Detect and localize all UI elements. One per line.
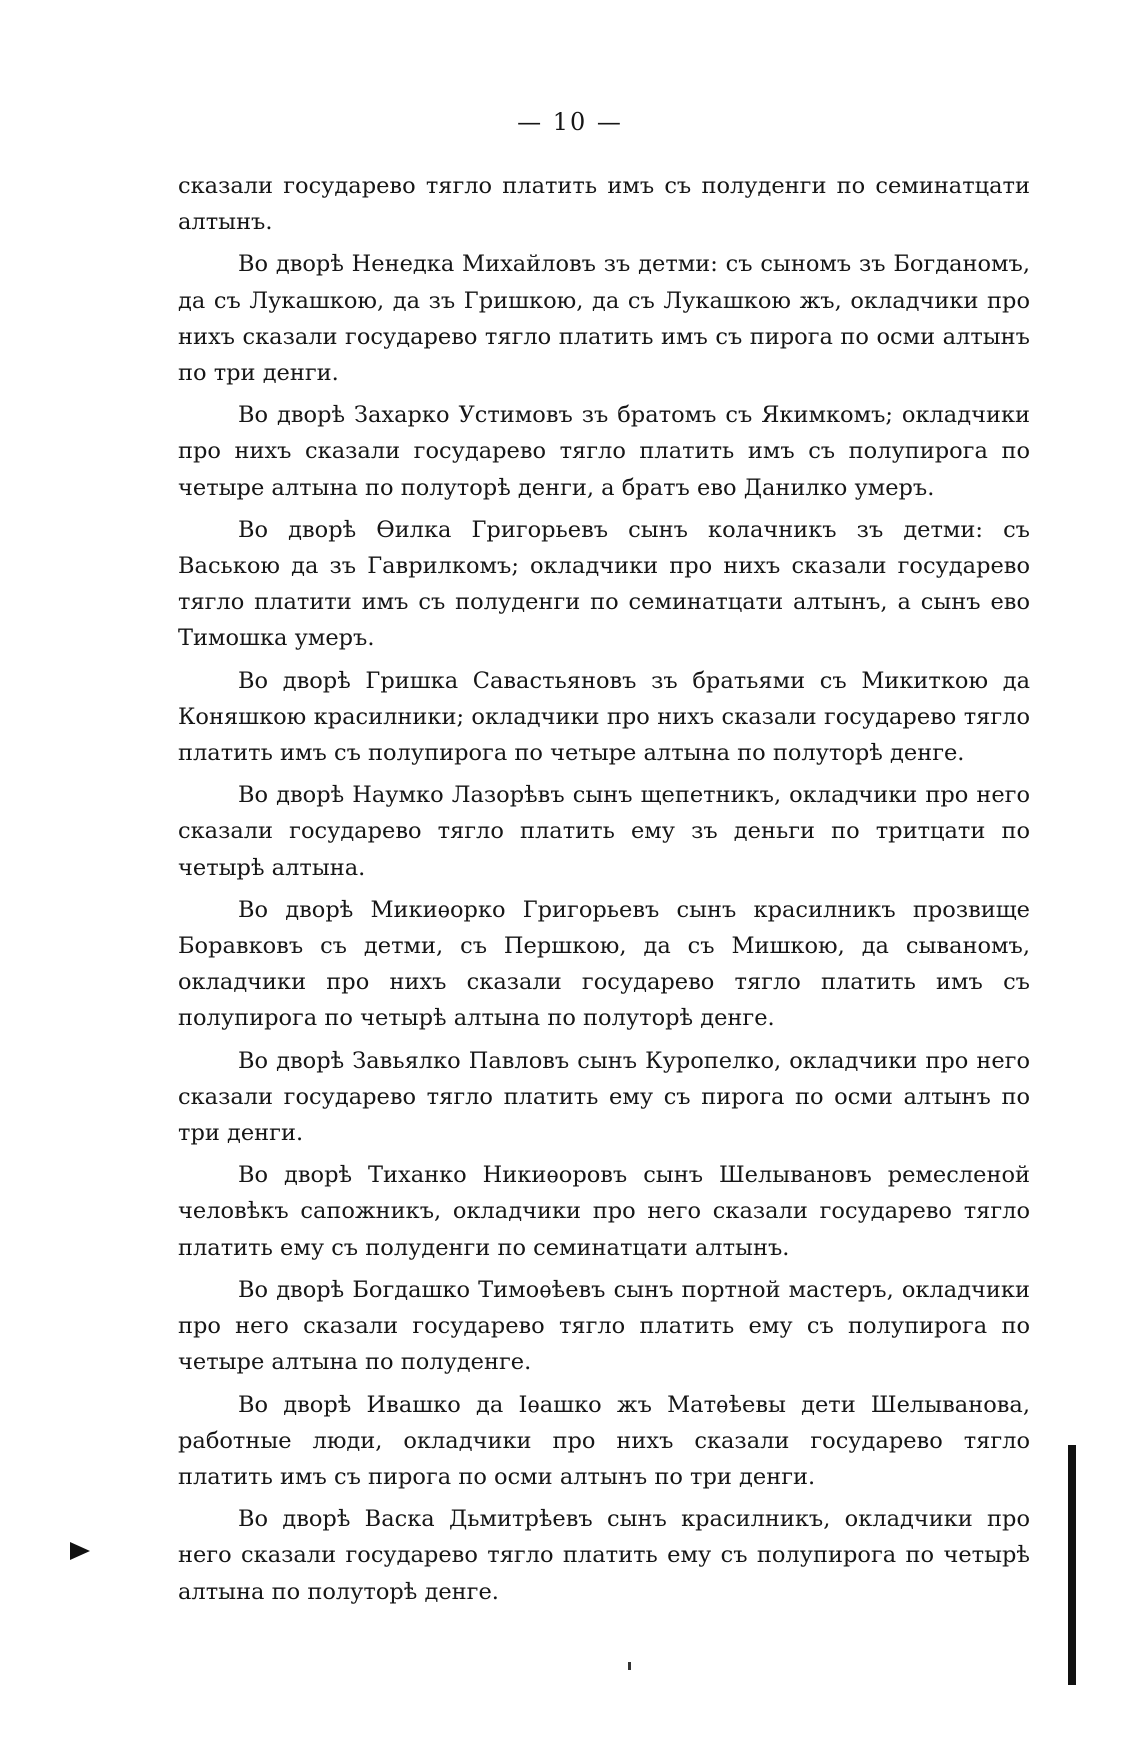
margin-rule xyxy=(1068,1445,1076,1685)
page-number: — 10 — xyxy=(517,108,623,136)
paragraph: Во дворѣ Завьялко Павловъ сынъ Куропелко, окладчики про него сказали государево тягло платить ему съ пирога по осми алтынъ по три денги. xyxy=(178,1047,1030,1147)
scan-speck xyxy=(628,1662,631,1670)
paragraph: сказали государево тягло платить имъ съ полуденги по семинатцати алтынъ. xyxy=(178,173,1030,236)
paragraph: Во дворѣ Микиѳорко Григорьевъ сынъ красилникъ прозвище Боравковъ съ детми, съ Першкою, да съ Мишкою, да сываномъ, окладчики про нихъ сказали государево тягло платить имъ съ полупирога по четырѣ алтына по полуторѣ денге. xyxy=(178,896,1030,1032)
margin-arrow-icon xyxy=(70,1542,90,1560)
paragraph: Во дворѣ Захарко Устимовъ зъ братомъ съ Якимкомъ; окладчики про нихъ сказали государево тягло платить имъ съ полупирога по четыре алтына по полуторѣ денги, а братъ ево Данилко умеръ. xyxy=(178,402,1030,501)
paragraph: Во дворѣ Ивашко да Іѳашко жъ Матѳѣевы дети Шелыванова, работные люди, окладчики про нихъ сказали государево тягло платить имъ съ пирога по осми алтынъ по три денги. xyxy=(178,1391,1030,1490)
paragraph: Во дворѣ Ѳилка Григорьевъ сынъ колачникъ зъ детми: съ Ваською да зъ Гаврилкомъ; окладчики про нихъ сказали государево тягло платити имъ съ полуденги по семинатцати алтынъ, а сынъ ево Тимошка умеръ. xyxy=(178,516,1030,652)
paragraph: Во дворѣ Наумко Лазорѣвъ сынъ щепетникъ, окладчики про него сказали государево тягло платить ему зъ деньги по тритцати по четырѣ алтына. xyxy=(178,782,1030,881)
paragraph: Во дворѣ Гришка Савастьяновъ зъ братьями съ Микиткою да Коняшкою красилники; окладчики про нихъ сказали государево тягло платить имъ съ полупирога по четыре алтына по полуторѣ денге. xyxy=(178,667,1030,767)
paragraph: Во дворѣ Богдашко Тимоѳѣевъ сынъ портной мастеръ, окладчики про него сказали государево тягло платить ему съ полупирога по четыре алтына по полуденге. xyxy=(178,1276,1030,1376)
paragraph: Во дворѣ Ненедка Михайловъ зъ детми: съ сыномъ зъ Богданомъ, да съ Лукашкою, да зъ Гришкою, да съ Лукашкою жъ, окладчики про нихъ сказали государево тягло платить имъ съ пирога по осми алтынъ по три денги. xyxy=(178,251,1030,387)
paragraph: Во дворѣ Васка Дьмитрѣевъ сынъ красилникъ, окладчики про него сказали государево тягло платить ему съ полупирога по четырѣ алтына по полуторѣ денге. xyxy=(178,1506,1030,1605)
paragraph: Во дворѣ Тиханко Никиѳоровъ сынъ Шелывановъ ремесленой человѣкъ сапожникъ, окладчики про него сказали государево тягло платить ему съ полуденги по семинатцати алтынъ. xyxy=(178,1162,1030,1261)
text-body xyxy=(178,168,1030,1610)
